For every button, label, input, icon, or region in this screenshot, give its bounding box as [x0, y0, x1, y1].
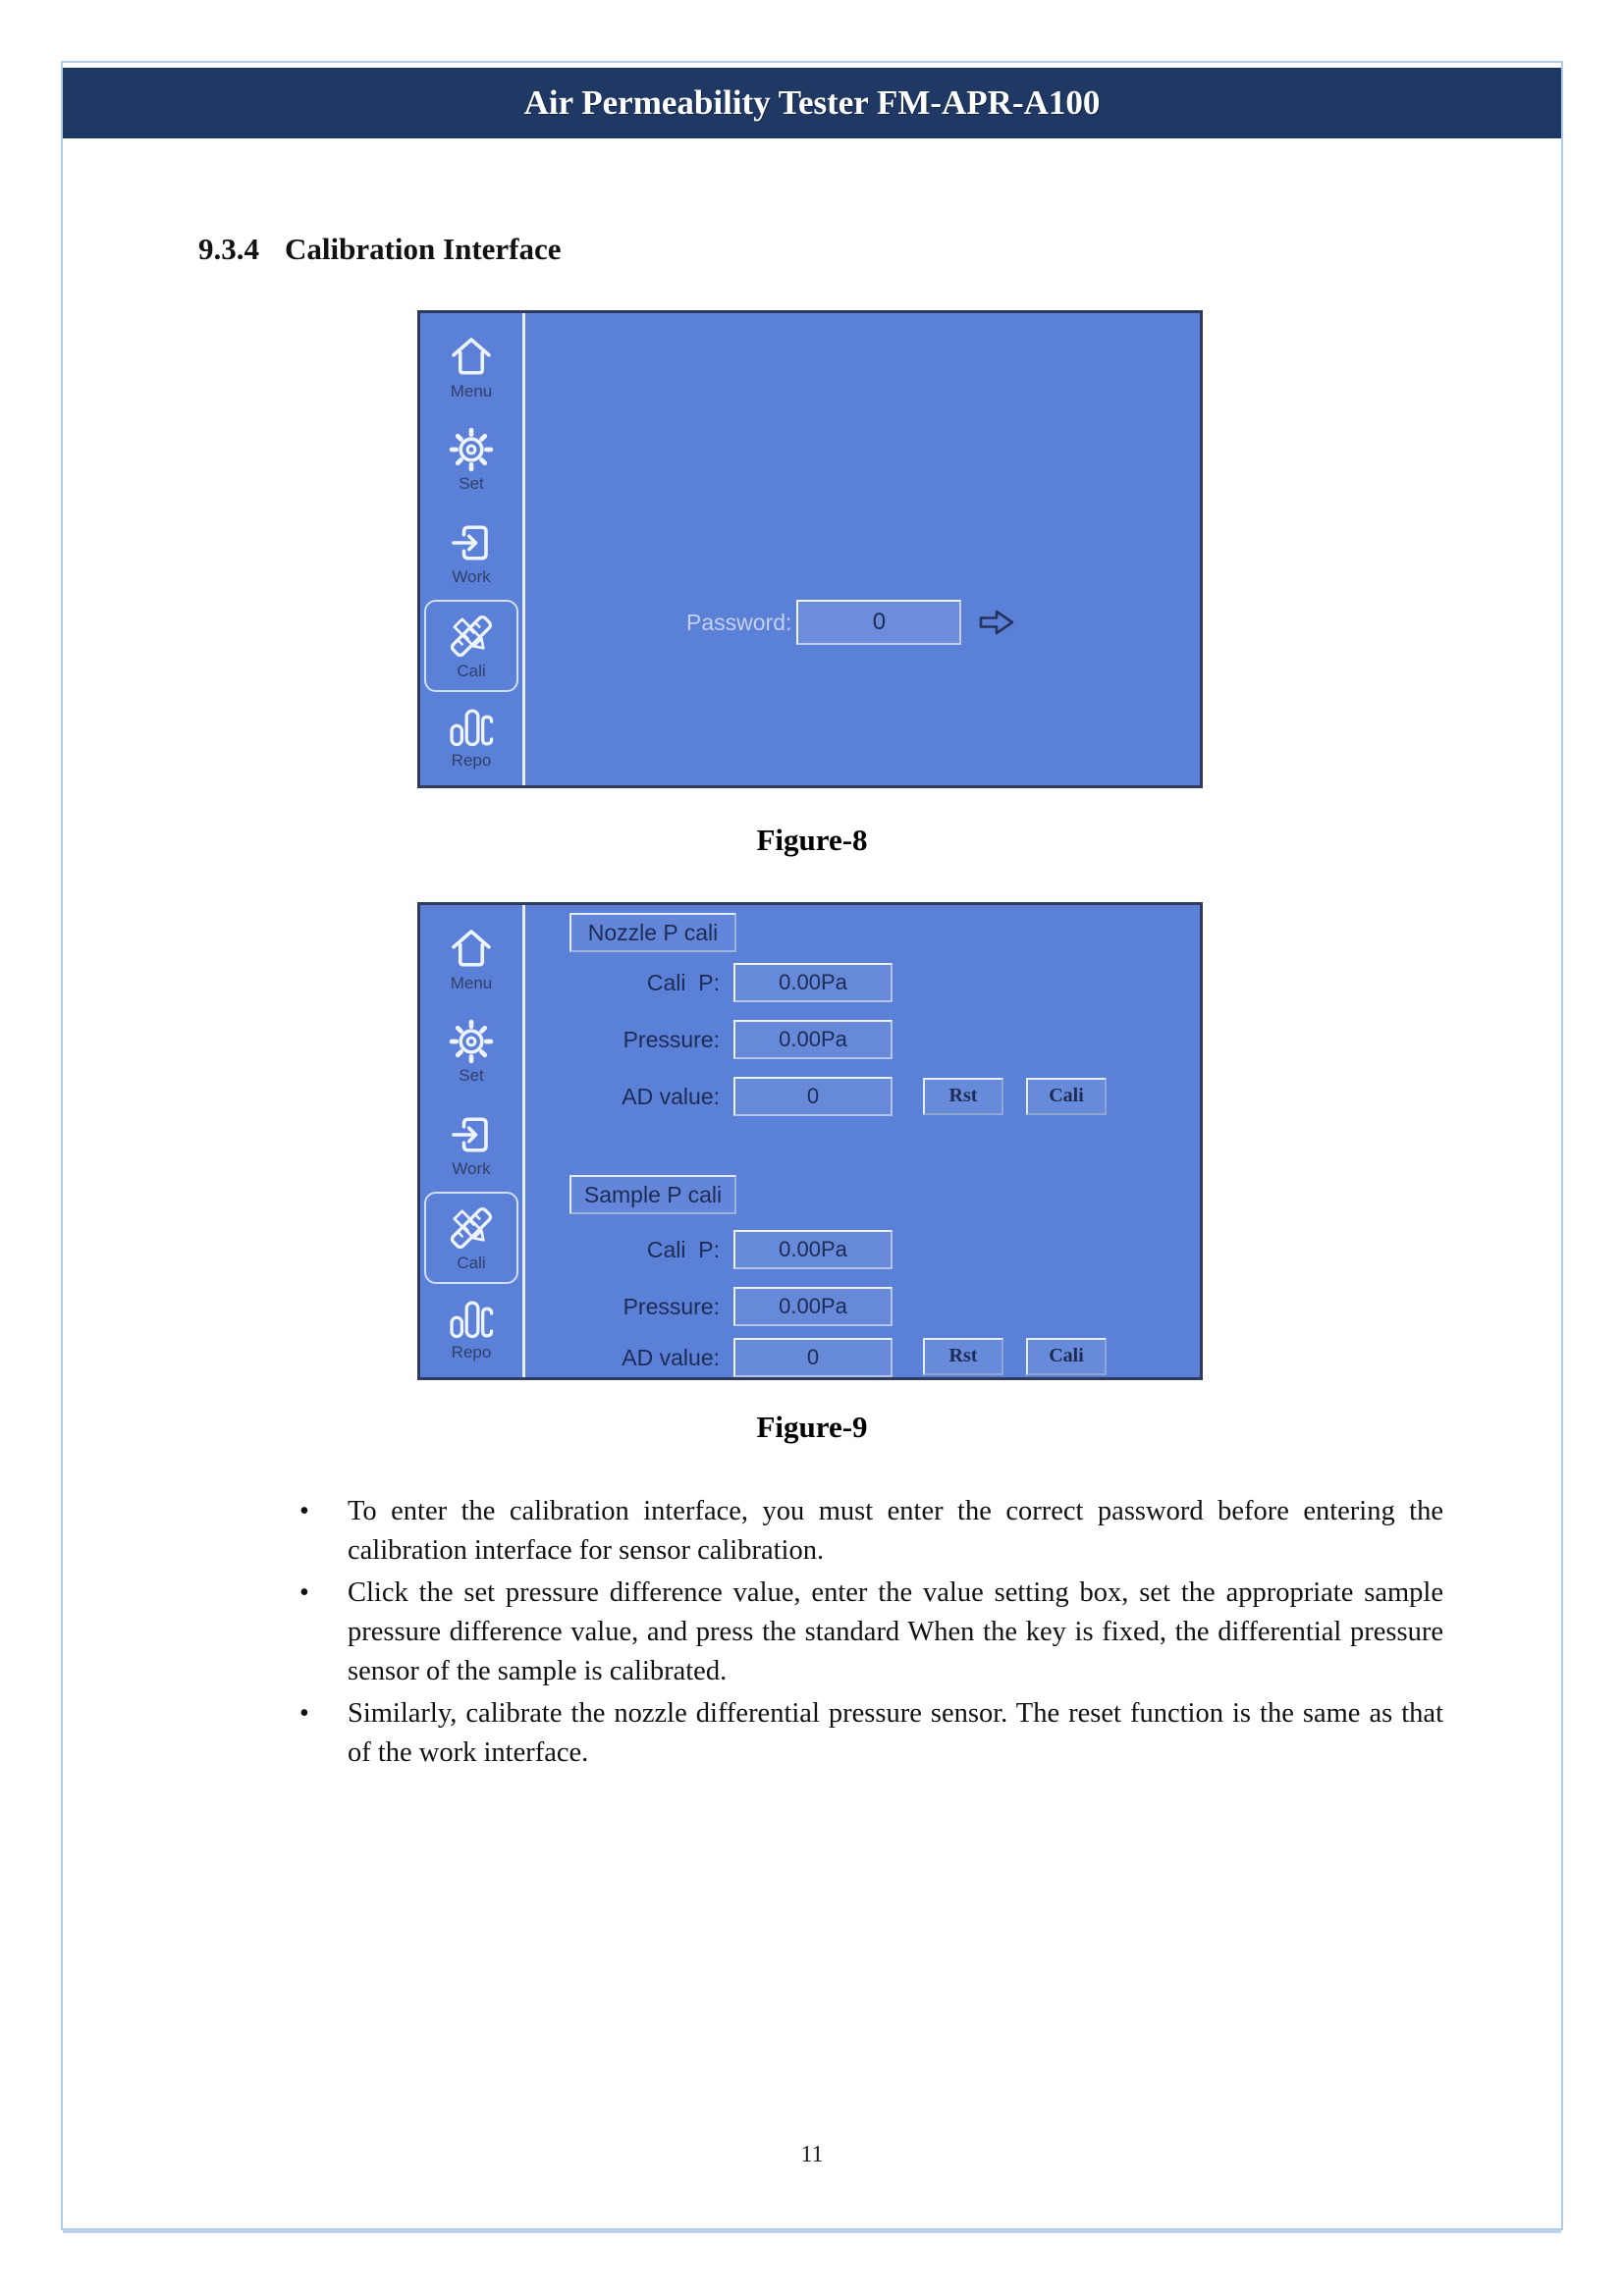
sidebar-item-repo[interactable] — [424, 692, 518, 785]
bullet-item: • Similarly, calibrate the nozzle differential pressure sensor. The reset function is the same as that of the work interface. — [290, 1694, 1443, 1773]
sidebar-item-label: Work — [452, 566, 491, 586]
nozzle-rst-button[interactable]: Rst — [923, 1078, 1003, 1115]
sidebar-item-work[interactable] — [424, 1098, 518, 1192]
sidebar-item-cali[interactable] — [424, 600, 518, 693]
arrow-right-icon[interactable] — [977, 606, 1016, 639]
nozzle-cali-button[interactable]: Cali — [1026, 1078, 1107, 1115]
section-title: Calibration Interface — [285, 232, 562, 266]
sidebar-item-label: Cali — [457, 1253, 486, 1272]
sidebar — [420, 905, 525, 1377]
pressure-field[interactable]: 0.00Pa — [733, 1287, 893, 1326]
report-bars-icon — [447, 1299, 496, 1342]
section-number: 9.3.4 — [198, 232, 259, 266]
gear-icon — [448, 1018, 495, 1065]
sidebar-item-label: Work — [452, 1158, 491, 1178]
cali-p-field[interactable]: 0.00Pa — [733, 1230, 893, 1269]
sidebar-item-repo[interactable] — [424, 1284, 518, 1377]
sample-cali-button[interactable]: Cali — [1026, 1338, 1107, 1375]
pressure-label: Pressure: — [623, 1293, 720, 1319]
report-bars-icon — [447, 707, 496, 750]
figure8-screenshot — [417, 310, 1203, 788]
cali-p-label: Cali P: — [646, 969, 720, 995]
sample-pressure-row — [528, 1286, 893, 1327]
home-icon — [448, 334, 495, 381]
figure9-main-area — [528, 905, 1200, 1377]
ad-value-label: AD value: — [622, 1083, 720, 1109]
cali-p-label: Cali P: — [646, 1236, 720, 1262]
nozzle-pressure-row — [528, 1019, 893, 1060]
sidebar-item-label: Menu — [450, 381, 493, 400]
sidebar — [420, 313, 525, 785]
calibrate-tools-icon — [447, 1203, 496, 1253]
password-label: Password: — [686, 609, 792, 635]
nozzle-cali-p-row — [528, 962, 893, 1003]
sample-ad-row — [528, 1337, 893, 1378]
gear-icon — [448, 426, 495, 473]
sidebar-item-label: Set — [459, 1066, 484, 1086]
sidebar-item-set[interactable] — [424, 1006, 518, 1099]
sidebar-item-menu[interactable] — [424, 913, 518, 1006]
figure8-main-area — [528, 313, 1200, 785]
page-border-frame — [61, 61, 1563, 2230]
login-arrow-icon — [448, 1111, 495, 1158]
sample-section-title: Sample P cali — [569, 1175, 736, 1214]
sidebar-item-work[interactable] — [424, 507, 518, 600]
sidebar-item-menu[interactable] — [424, 321, 518, 414]
bullet-item: • Click the set pressure difference value, enter the value setting box, set the appropriate sample pressure difference value, and press the standard When the key is fixed, the differential pressure sensor of the sample is calibrated. — [290, 1574, 1443, 1691]
sidebar-item-label: Menu — [450, 973, 493, 992]
pressure-field[interactable]: 0.00Pa — [733, 1020, 893, 1059]
nozzle-section-title: Nozzle P cali — [569, 913, 736, 952]
sidebar-item-label: Repo — [451, 751, 492, 771]
document-title: Air Permeability Tester FM-APR-A100 — [523, 83, 1101, 122]
calibrate-tools-icon — [447, 612, 496, 661]
section-heading — [198, 232, 562, 267]
home-icon — [448, 926, 495, 973]
sidebar-item-label: Repo — [451, 1343, 492, 1362]
sidebar-item-set[interactable] — [424, 414, 518, 507]
header-bar — [63, 68, 1561, 138]
password-row — [686, 599, 1016, 646]
ad-value-field[interactable]: 0 — [733, 1338, 893, 1377]
sidebar-item-label: Cali — [457, 661, 486, 680]
sidebar-item-cali[interactable] — [424, 1192, 518, 1285]
page-number: 11 — [800, 2142, 824, 2167]
nozzle-ad-row — [528, 1076, 893, 1117]
sidebar-item-label: Set — [459, 474, 484, 494]
figure9-screenshot — [417, 902, 1203, 1380]
sample-cali-p-row — [528, 1229, 893, 1270]
ad-value-field[interactable]: 0 — [733, 1077, 893, 1116]
sample-rst-button[interactable]: Rst — [923, 1338, 1003, 1375]
ad-value-label: AD value: — [622, 1344, 720, 1370]
figure9-caption: Figure-9 — [756, 1410, 868, 1444]
password-input[interactable]: 0 — [796, 600, 961, 645]
bullet-list — [290, 1492, 1443, 1776]
cali-p-field[interactable]: 0.00Pa — [733, 963, 893, 1002]
login-arrow-icon — [448, 519, 495, 566]
pressure-label: Pressure: — [623, 1026, 720, 1052]
figure8-caption: Figure-8 — [756, 823, 868, 857]
bullet-item: • To enter the calibration interface, you must enter the correct password before entering the calibration interface for sensor calibration. — [290, 1492, 1443, 1571]
